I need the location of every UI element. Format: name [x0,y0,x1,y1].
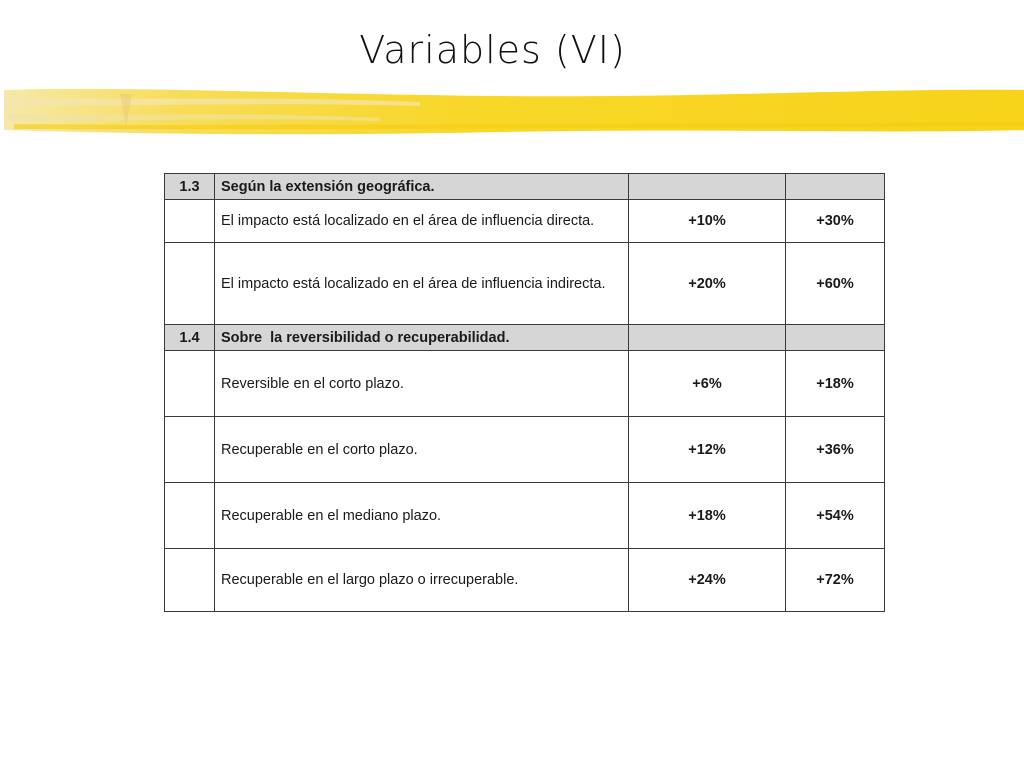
table-row [165,483,885,549]
empty-code-cell [165,200,215,243]
table-row [165,243,885,325]
row-value-2: +54% [786,483,885,549]
empty-header-cell [629,174,786,200]
impact-variables-table [164,173,885,612]
section-code: 1.4 [165,325,215,351]
section-title: Sobre la reversibilidad o recuperabilidad. [215,325,629,351]
section-title: Según la extensión geográfica. [215,174,629,200]
empty-code-cell [165,351,215,417]
row-value-1: +6% [629,351,786,417]
row-description: El impacto está localizado en el área de influencia directa. [215,200,629,243]
row-value-2: +18% [786,351,885,417]
row-description: Reversible en el corto plazo. [215,351,629,417]
section-code: 1.3 [165,174,215,200]
row-value-1: +24% [629,549,786,612]
empty-header-cell [786,325,885,351]
empty-header-cell [629,325,786,351]
row-value-2: +30% [786,200,885,243]
row-description: El impacto está localizado en el área de influencia indirecta. [215,243,629,325]
row-value-1: +20% [629,243,786,325]
empty-code-cell [165,243,215,325]
row-value-1: +18% [629,483,786,549]
row-description: Recuperable en el mediano plazo. [215,483,629,549]
yellow-brush-stroke [0,84,1024,140]
row-description: Recuperable en el largo plazo o irrecuperable. [215,549,629,612]
empty-code-cell [165,483,215,549]
table-row [165,417,885,483]
row-value-2: +72% [786,549,885,612]
row-value-1: +10% [629,200,786,243]
table-row [165,351,885,417]
empty-code-cell [165,417,215,483]
empty-header-cell [786,174,885,200]
table-row [165,200,885,243]
row-value-1: +12% [629,417,786,483]
slide-title: Variables (VI) [359,28,626,72]
row-value-2: +36% [786,417,885,483]
row-value-2: +60% [786,243,885,325]
section-header-row [165,174,885,200]
row-description: Recuperable en el corto plazo. [215,417,629,483]
table-row [165,549,885,612]
empty-code-cell [165,549,215,612]
section-header-row [165,325,885,351]
